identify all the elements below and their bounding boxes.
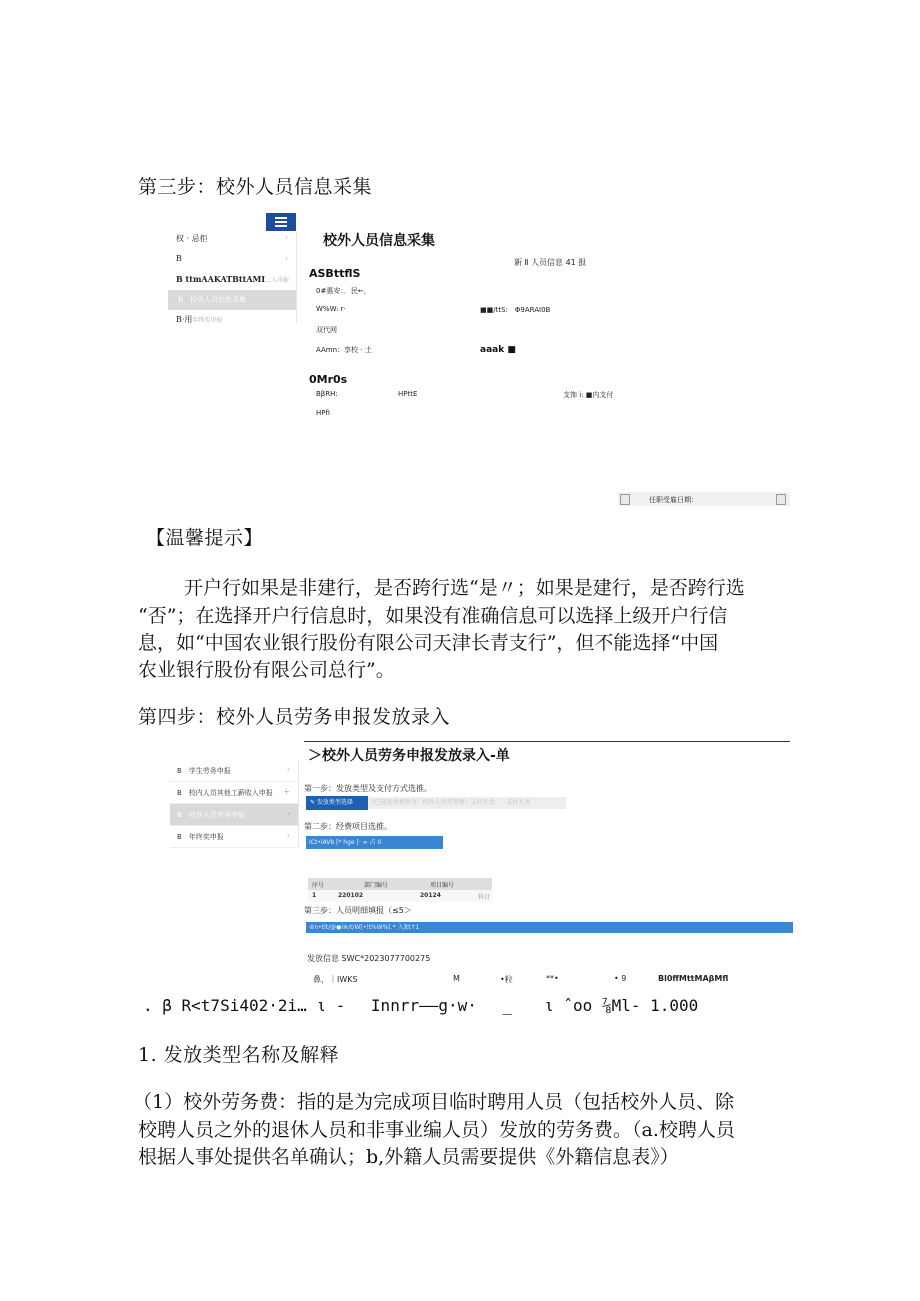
sidebar-item-5[interactable] — [176, 314, 222, 325]
field-1[interactable]: 0#惠安：．民←， — [316, 287, 371, 295]
step4-heading: 第四步：校外人员劳务申报发放录入 — [138, 706, 451, 728]
tip-heading: 【温馨提示】 — [146, 527, 264, 549]
sidebar-item-5-label: B·用 — [176, 315, 193, 324]
divider — [296, 231, 297, 323]
sidebar-item-external-labor[interactable] — [170, 804, 298, 826]
calendar-icon[interactable] — [620, 494, 630, 505]
sidebar-item-2[interactable]: B — [176, 254, 182, 263]
release-type-text: (已选发放类型为：校外人员劳务费）支付方式： — [372, 799, 501, 806]
bank-field-2[interactable]: HPttE — [398, 390, 418, 398]
chevron-right-icon: › — [286, 765, 290, 774]
date-field-label: 任职受雇日期： — [649, 496, 698, 504]
detail-col-c: •粒 — [500, 975, 513, 984]
date-field[interactable] — [618, 492, 790, 506]
field-6[interactable]: aaak ■ — [480, 345, 516, 355]
sidebar-item-1[interactable]: 权 · 忌拒 — [176, 234, 208, 243]
table-cell: 科目 — [478, 894, 491, 901]
sidebar-item-5-suffix: 年终奖申报 — [192, 317, 223, 324]
plus-icon: + — [283, 787, 290, 796]
sidebar-item-year-end-bonus[interactable] — [170, 826, 298, 848]
table-cell: 220102 — [338, 892, 364, 899]
pay-method-value: ■内支付 — [585, 391, 614, 399]
tip-line-2: “否”；在选择开户行信息时，如果没有准确信息可以选择上级开户行信 — [138, 605, 728, 627]
detail-col-e: • 9 — [614, 974, 627, 983]
sidebar-item-label: B 校内人员其他工薪收入申报 — [177, 789, 273, 797]
field-2[interactable]: W%W: r· — [316, 305, 346, 313]
garbled-ocr-line: . β R<t7Si402·2i… ι - Innrr——g·w· _ ι ˆoo ⅞Ml- 1.000 — [143, 996, 699, 1015]
calendar-icon[interactable] — [776, 494, 786, 505]
release-page-title: ＞校外人员劳务申报发放录入-单 — [308, 748, 510, 764]
detail-col-d: **• — [546, 974, 559, 983]
section-bank-heading: 0Mr0s — [309, 373, 348, 386]
step-2-label: 第二步：经费项目选推。 — [304, 822, 392, 831]
sidebar-selected-label: B 校外人员信息采集 — [178, 296, 247, 304]
divider — [298, 760, 299, 848]
sidebar-item-student-labor[interactable] — [170, 760, 298, 782]
divider — [304, 741, 790, 742]
sidebar-item-3-suffix: …入申报 — [265, 277, 290, 284]
select-release-type-button[interactable]: ✎ 发放类型选择 — [306, 796, 368, 810]
table-header — [308, 878, 492, 890]
form-top-right-label: 新 Ⅱ 人员信息 41 报 — [514, 258, 587, 267]
field-3[interactable] — [480, 305, 550, 315]
project-table — [308, 878, 492, 902]
select-project-button[interactable]: ICt•lAVb [* hge [· ∞ 占 0 — [306, 836, 443, 849]
field-4[interactable]: 双代网 — [316, 326, 337, 334]
pay-method-field[interactable] — [563, 390, 613, 400]
sidebar-item-3[interactable] — [176, 274, 289, 284]
chevron-right-icon: › — [286, 809, 290, 818]
sidebar-item-label: B 学生劳务申报 — [177, 767, 231, 775]
detail-col-a: 鼻，｜IWKS — [313, 975, 358, 984]
step-1-label: 第一步：发放类型及支付方式选推。 — [304, 784, 432, 793]
form-title: 校外人员信息采集 — [323, 233, 435, 249]
sidebar-item-3-label: B ttmAAKATBttAMI — [176, 274, 266, 284]
step3-heading: 第三步：校外人员信息采集 — [138, 176, 373, 198]
section1-line-1: （1）校外劳务费：指的是为完成项目临时聘用人员（包括校外人员、除 — [133, 1091, 735, 1113]
field-5[interactable]: AAmn：享校 · 土 — [316, 346, 372, 354]
step-3-label: 第三步：人员明细填报（≤5＞ — [304, 906, 412, 915]
pay-method-label: 支饰 i: — [563, 391, 584, 399]
detail-col-b: M — [453, 974, 460, 983]
person-detail-toolbar[interactable]: ④n•tlt/@●l※/t/W[•!t%W%[.* 入]tt↑1 — [306, 922, 793, 933]
tip-line-3: 息，如“中国农业银行股份有限公司天津长青支行”，但不能选择“中国 — [138, 632, 719, 654]
release-type-field[interactable] — [368, 797, 566, 809]
section1-line-3: 根据人事处提供名单确认；b,外籍人员需要提供《外籍信息表》） — [138, 1146, 679, 1168]
table-header-cell: 项目编号 — [430, 882, 455, 889]
table-header-cell: 序号 — [312, 882, 325, 889]
table-cell: 1 — [312, 892, 317, 899]
detail-col-f: Bl0ffMttMAβMfl — [658, 974, 729, 983]
sidebar-item-label: B 校外人员劳务申报 — [177, 811, 245, 819]
pay-method-placeholder: 支付方式 — [506, 799, 531, 806]
bank-field-3[interactable]: HPfi — [316, 409, 330, 417]
field-3-value: Φ9ARAI0B — [514, 306, 551, 314]
sidebar-item-label: B 年终奖申报 — [177, 833, 224, 841]
sidebar-item-selected[interactable] — [168, 290, 296, 310]
chevron-right-icon: › — [286, 831, 290, 840]
table-header-cell: 部门编号 — [364, 882, 389, 889]
chevron-right-icon: › — [284, 233, 288, 242]
section1-line-2: 校聘人员之外的退休人员和非事业编人员）发放的劳务费。（a.校聘人员 — [138, 1119, 735, 1141]
release-info: 发放信息 SWC*2023077700275 — [307, 954, 431, 963]
hamburger-icon — [275, 217, 287, 219]
menu-toggle-button[interactable] — [266, 213, 296, 231]
screenshot2-sidebar — [170, 760, 298, 846]
section-personal-heading: ASBttflS — [309, 267, 361, 280]
tip-line-1: 开户行如果是非建行，是否跨行选“是〃；如果是建行，是否跨行选 — [184, 577, 745, 599]
bank-field-1[interactable]: BβRH: — [316, 390, 338, 398]
table-cell: 20124 — [420, 892, 441, 899]
sidebar-item-internal-other[interactable] — [170, 782, 298, 804]
table-row[interactable] — [308, 890, 492, 902]
tip-line-4: 农业银行股份有限公司总行”。 — [138, 659, 395, 681]
field-3-label: ■■/ttS: — [480, 306, 508, 314]
section1-heading: 1. 发放类型名称及解释 — [138, 1044, 340, 1066]
chevron-right-icon: › — [284, 254, 288, 263]
